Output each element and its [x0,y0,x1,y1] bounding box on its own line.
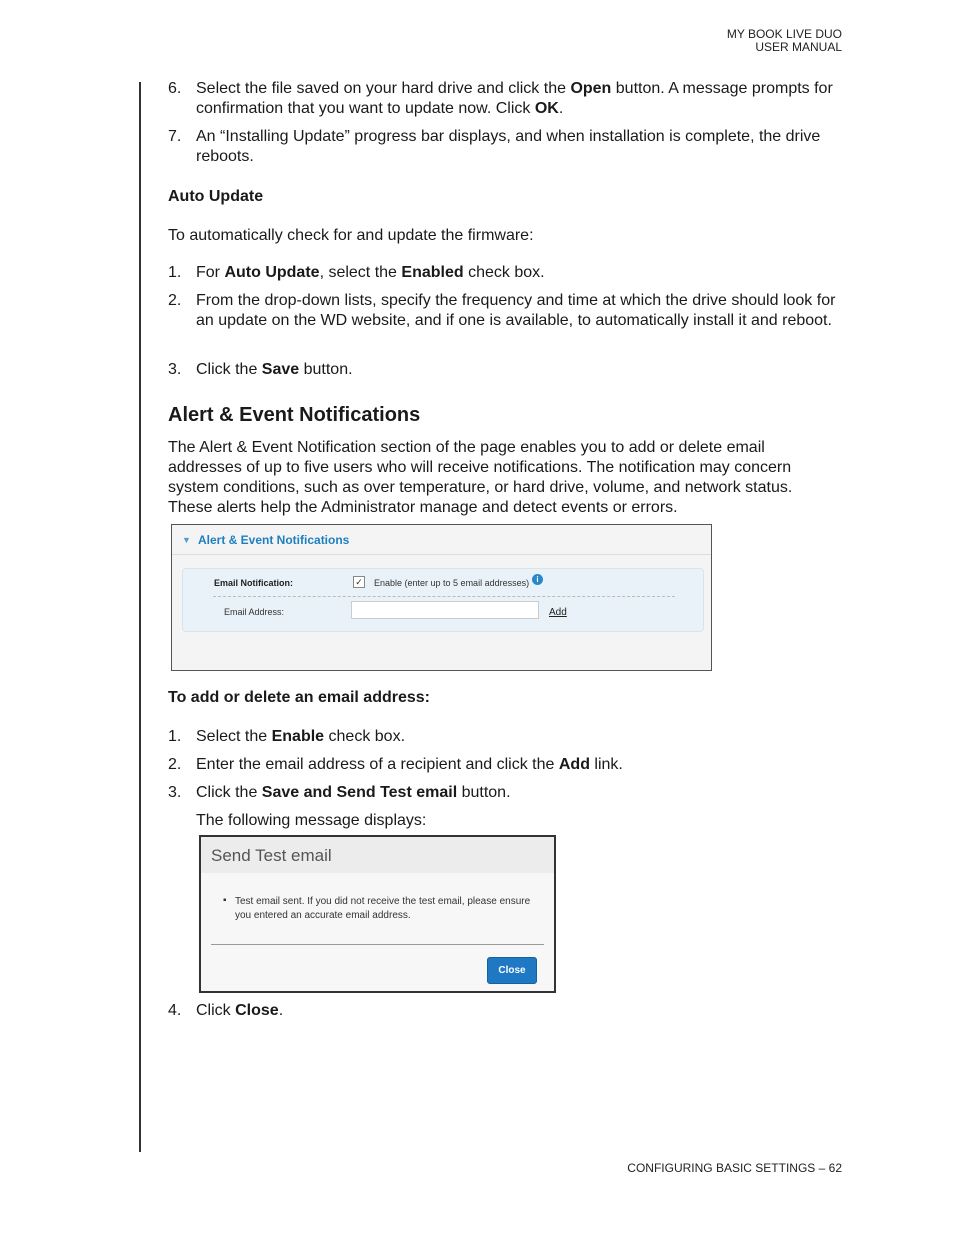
text-run: Select the [196,728,272,745]
text-run: Click the [196,361,262,378]
header-subtitle: USER MANUAL [755,40,842,54]
dialog-header [201,837,554,873]
step-text [196,360,848,380]
step-number: 1. [168,728,182,745]
bullet-icon: ▪ [223,895,227,906]
text-run: Click [196,1002,236,1019]
text-run: Enter the email address of a recipient and click the [196,756,559,773]
send-test-email-dialog [199,835,556,993]
bold-text: Enabled [401,264,464,281]
page-footer: CONFIGURING BASIC SETTINGS – 62 [627,1161,842,1175]
step-number: 1. [168,264,182,281]
text-run: , select the [319,264,402,281]
add-link[interactable]: Add [549,607,567,618]
text-run: link. [589,756,623,773]
text-run: For [196,264,225,281]
bold-text: Save [261,361,300,378]
step-number: 2. [168,756,182,773]
text-run: . [558,100,564,117]
checkbox-label: Enable (enter up to 5 email addresses) [374,578,530,588]
text-run: Click the [196,784,262,801]
step-number: 3. [168,361,182,378]
list-item [168,727,848,747]
step-text [196,79,848,119]
section-heading: Auto Update [168,188,264,205]
step-number: 4. [168,1002,182,1019]
close-button[interactable]: Close [487,957,537,984]
text-run: button. [457,784,511,801]
paragraph: The following message displays: [196,812,427,829]
info-icon[interactable]: i [532,574,543,585]
step-text: An “Installing Update” progress bar displays, and when installation is complete, the drive reboots. [196,128,821,165]
email-address-label: Email Address: [224,607,285,617]
panel-title: Alert & Event Notifications [198,533,350,547]
dialog-title: Send Test email [211,846,332,865]
bold-text: Close [235,1002,279,1019]
list-item [168,1001,848,1021]
document-header [727,28,842,54]
section-title: Alert & Event Notifications [168,404,421,426]
paragraph: The Alert & Event Notification section of the page enables you to add or delete email addresses of up to five users who will receive notifications. The notification may concern system conditions, such as over temperature, or hard drive, volume, and network status. These alerts help the Administrator manage and detect events or errors. [168,439,793,516]
list-item [168,755,848,775]
text-run: button. A message prompts for confirmation that you want to update now. Click [196,80,833,117]
step-number: 2. [168,292,182,309]
list-item [168,263,848,283]
text-run: Select the file saved on your hard drive and click the [196,80,571,97]
step-text [196,783,848,803]
bold-text: Auto Update [224,264,320,281]
step-text [196,263,848,283]
list-item [168,79,848,119]
bold-text: Enable [271,728,325,745]
list-item [168,291,848,331]
step-text [196,1001,848,1021]
enable-checkbox[interactable]: ✓ [353,576,365,588]
step-text [196,755,848,775]
bold-text: Open [570,80,612,97]
settings-panel [182,568,704,632]
text-run: check box. [463,264,545,281]
paragraph: To automatically check for and update the firmware: [168,227,534,244]
chevron-down-icon[interactable]: ▼ [182,535,191,545]
bold-text: OK [534,100,559,117]
list-item [168,127,848,167]
step-text [196,727,848,747]
step-number: 7. [168,128,182,145]
bold-text: Save and Send Test email [261,784,458,801]
bold-text: Add [558,756,590,773]
email-field[interactable] [351,601,539,619]
dotted-divider [213,596,675,597]
list-item [168,360,848,380]
subheading: To add or delete an email address: [168,689,430,706]
step-text: From the drop-down lists, specify the frequency and time at which the drive should look for an update on the WD website, and if one is available, to automatically install it and reboot. [196,292,836,329]
dialog-message: Test email sent. If you did not receive the test email, please ensure you entered an accurate email address. [235,896,531,921]
step-number: 6. [168,80,182,97]
divider [211,944,544,945]
email-notification-label: Email Notification: [214,578,294,588]
header-title: MY BOOK LIVE DUO [726,27,842,41]
divider [172,554,711,555]
text-run: check box. [324,728,406,745]
text-run: . [278,1002,284,1019]
margin-rule [139,82,141,1152]
panel-header [178,531,705,553]
text-run: button. [299,361,353,378]
list-item [168,783,848,803]
alert-settings-screenshot [171,524,712,671]
step-number: 3. [168,784,182,801]
